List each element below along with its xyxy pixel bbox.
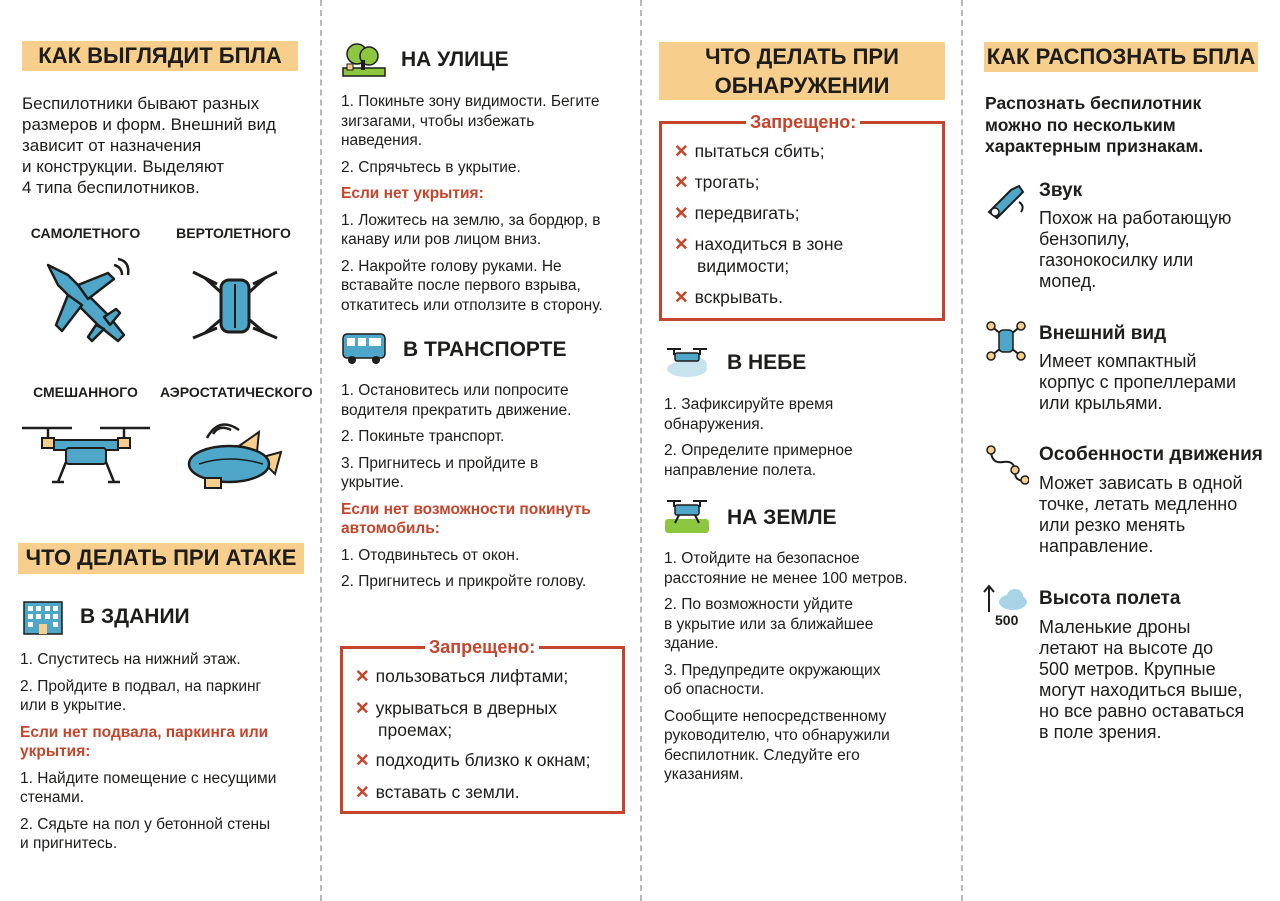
forbidden-item: ✕ вставать с земли. <box>355 782 520 802</box>
drone-on-ground-icon <box>663 497 711 535</box>
forbidden-item-continued: видимости; <box>697 256 790 276</box>
drone-type-helicopter-label: ВЕРТОЛЕТНОГО <box>176 225 291 241</box>
column-recognize <box>961 0 1280 901</box>
altitude-icon <box>981 584 1033 634</box>
drone-in-sky-icon <box>663 343 711 379</box>
sign-text-appearance: Имеет компактный корпус с пропеллерами или крыльями. <box>1039 351 1237 413</box>
cross-icon: ✕ <box>355 782 370 802</box>
column-detection <box>641 0 961 901</box>
section-header-attack: ЧТО ДЕЛАТЬ ПРИ АТАКЕ <box>18 543 304 574</box>
airplane-drone-icon <box>38 255 138 345</box>
airship-drone-icon <box>185 412 285 494</box>
cross-icon: ✕ <box>674 141 689 161</box>
cross-icon: ✕ <box>674 287 689 307</box>
section-header-recognize: КАК РАСПОЗНАТЬ БПЛА <box>984 42 1258 72</box>
forbidden-item-continued: проемах; <box>378 720 453 740</box>
forbidden-box-attack <box>340 637 625 814</box>
drone-type-aerostatic-label: АЭРОСТАТИЧЕСКОГО <box>160 384 313 400</box>
sign-title-altitude: Высота полета <box>1039 588 1181 609</box>
column-what-drones-look-like <box>0 0 321 901</box>
forbidden-item: ✕ пользоваться лифтами; <box>355 666 569 686</box>
sign-title-sound: Звук <box>1039 180 1083 201</box>
cross-icon: ✕ <box>674 234 689 254</box>
sign-text-altitude: Маленькие дроны летают на высоте до 500 метров. Крупные могут находиться выше, но все равно оставаться в поле зрения. <box>1039 617 1245 742</box>
subsection-title-street: НА УЛИЦЕ <box>401 48 509 71</box>
subsection-title-building: В ЗДАНИИ <box>80 605 190 628</box>
intro-text: Беспилотники бывают разных размеров и форм. Внешний вид зависит от назначения и конструкции. Выделяют 4 типа беспилотников. <box>22 94 276 197</box>
sign-title-movement: Особенности движения <box>1039 444 1263 465</box>
sky-instructions: 1. Зафиксируйте время обнаружения. 2. Определите примерное направление полета. <box>664 396 853 479</box>
drone-type-airplane-label: САМОЛЕТНОГО <box>30 225 141 241</box>
column-attack-street-transport <box>321 0 641 901</box>
hybrid-drone-icon <box>20 418 152 488</box>
sign-text-sound: Похож на работающую бензопилу, газонокосилку или мопед. <box>1039 208 1232 291</box>
altitude-icon-label: 500 <box>995 612 1019 628</box>
forbidden-item: ✕ находиться в зоне <box>674 234 844 254</box>
section-header-detection: ЧТО ДЕЛАТЬ ПРИ ОБНАРУЖЕНИИ <box>659 42 945 100</box>
sign-title-appearance: Внешний вид <box>1039 323 1167 344</box>
section-header-how-drone-looks: КАК ВЫГЛЯДИТ БПЛА <box>22 41 298 71</box>
cross-icon: ✕ <box>674 203 689 223</box>
subsection-title-transport: В ТРАНСПОРТЕ <box>403 338 567 361</box>
bus-icon <box>341 332 387 366</box>
recognize-intro: Распознать беспилотник можно по нескольким характерным признакам. <box>985 93 1204 156</box>
forbidden-item: ✕ подходить близко к окнам; <box>355 750 591 770</box>
forbidden-item: ✕ вскрывать. <box>674 287 783 307</box>
drone-type-mixed-label: СМЕШАННОГО <box>33 384 138 400</box>
cross-icon: ✕ <box>355 698 370 718</box>
forbidden-title: Запрещено: <box>425 636 539 658</box>
forbidden-title: Запрещено: <box>746 111 860 133</box>
sign-text-movement: Может зависать в одной точке, летать медленно или резко менять направление. <box>1039 473 1243 556</box>
cross-icon: ✕ <box>355 666 370 686</box>
chainsaw-icon <box>985 182 1029 222</box>
cross-icon: ✕ <box>355 750 370 770</box>
subsection-title-sky: В НЕБЕ <box>727 351 807 374</box>
building-instructions: 1. Спуститесь на нижний этаж. 2. Пройдите в подвал, на паркинг или в укрытие. Если нет подвала, паркинга или укрытия: 1. Найдите помещение с несущими стенами. 2. Сядьте на пол у бетонной стены и пригнитесь. <box>20 651 277 852</box>
forbidden-item: ✕ укрываться в дверных <box>355 698 557 718</box>
tree-outdoor-icon <box>341 40 387 78</box>
forbidden-box-detection <box>659 112 945 321</box>
transport-instructions: 1. Остановитесь или попросите водителя прекратить движение. 2. Покиньте транспорт. 3. Пригнитесь и пройдите в укрытие. Если нет возможности покинуть автомобиль: 1. Отодвиньтесь от окон. 2. Пригнитесь и прикройте голову. <box>341 382 591 590</box>
forbidden-item: ✕ трогать; <box>674 172 760 192</box>
forbidden-item: ✕ пытаться сбить; <box>674 141 825 161</box>
subsection-title-ground: НА ЗЕМЛЕ <box>727 506 837 529</box>
path-icon <box>985 444 1029 486</box>
street-instructions: 1. Покиньте зону видимости. Бегите зигзагами, чтобы избежать наведения. 2. Спрячьтесь в укрытие. Если нет укрытия: 1. Ложитесь на землю, за бордюр, в канаву или ров лицом вниз. 2. Накройте голову руками. Не вставайте после первого взрыва, откатитесь или отползите в сторону. <box>341 93 603 314</box>
drone-shape-icon <box>985 320 1027 362</box>
cloud-arrow-icon <box>981 584 1033 614</box>
forbidden-item: ✕ передвигать; <box>674 203 800 223</box>
cross-icon: ✕ <box>674 172 689 192</box>
quadcopter-drone-icon <box>185 258 285 353</box>
building-icon <box>22 600 64 636</box>
ground-instructions: 1. Отойдите на безопасное расстояние не менее 100 метров. 2. По возможности уйдите в укрытие или за ближайшее здание. 3. Предупредите окружающих об опасности. Сообщите непосредственному руководителю, что обнаружили беспилотник. Следуйте его указаниям. <box>664 550 908 783</box>
